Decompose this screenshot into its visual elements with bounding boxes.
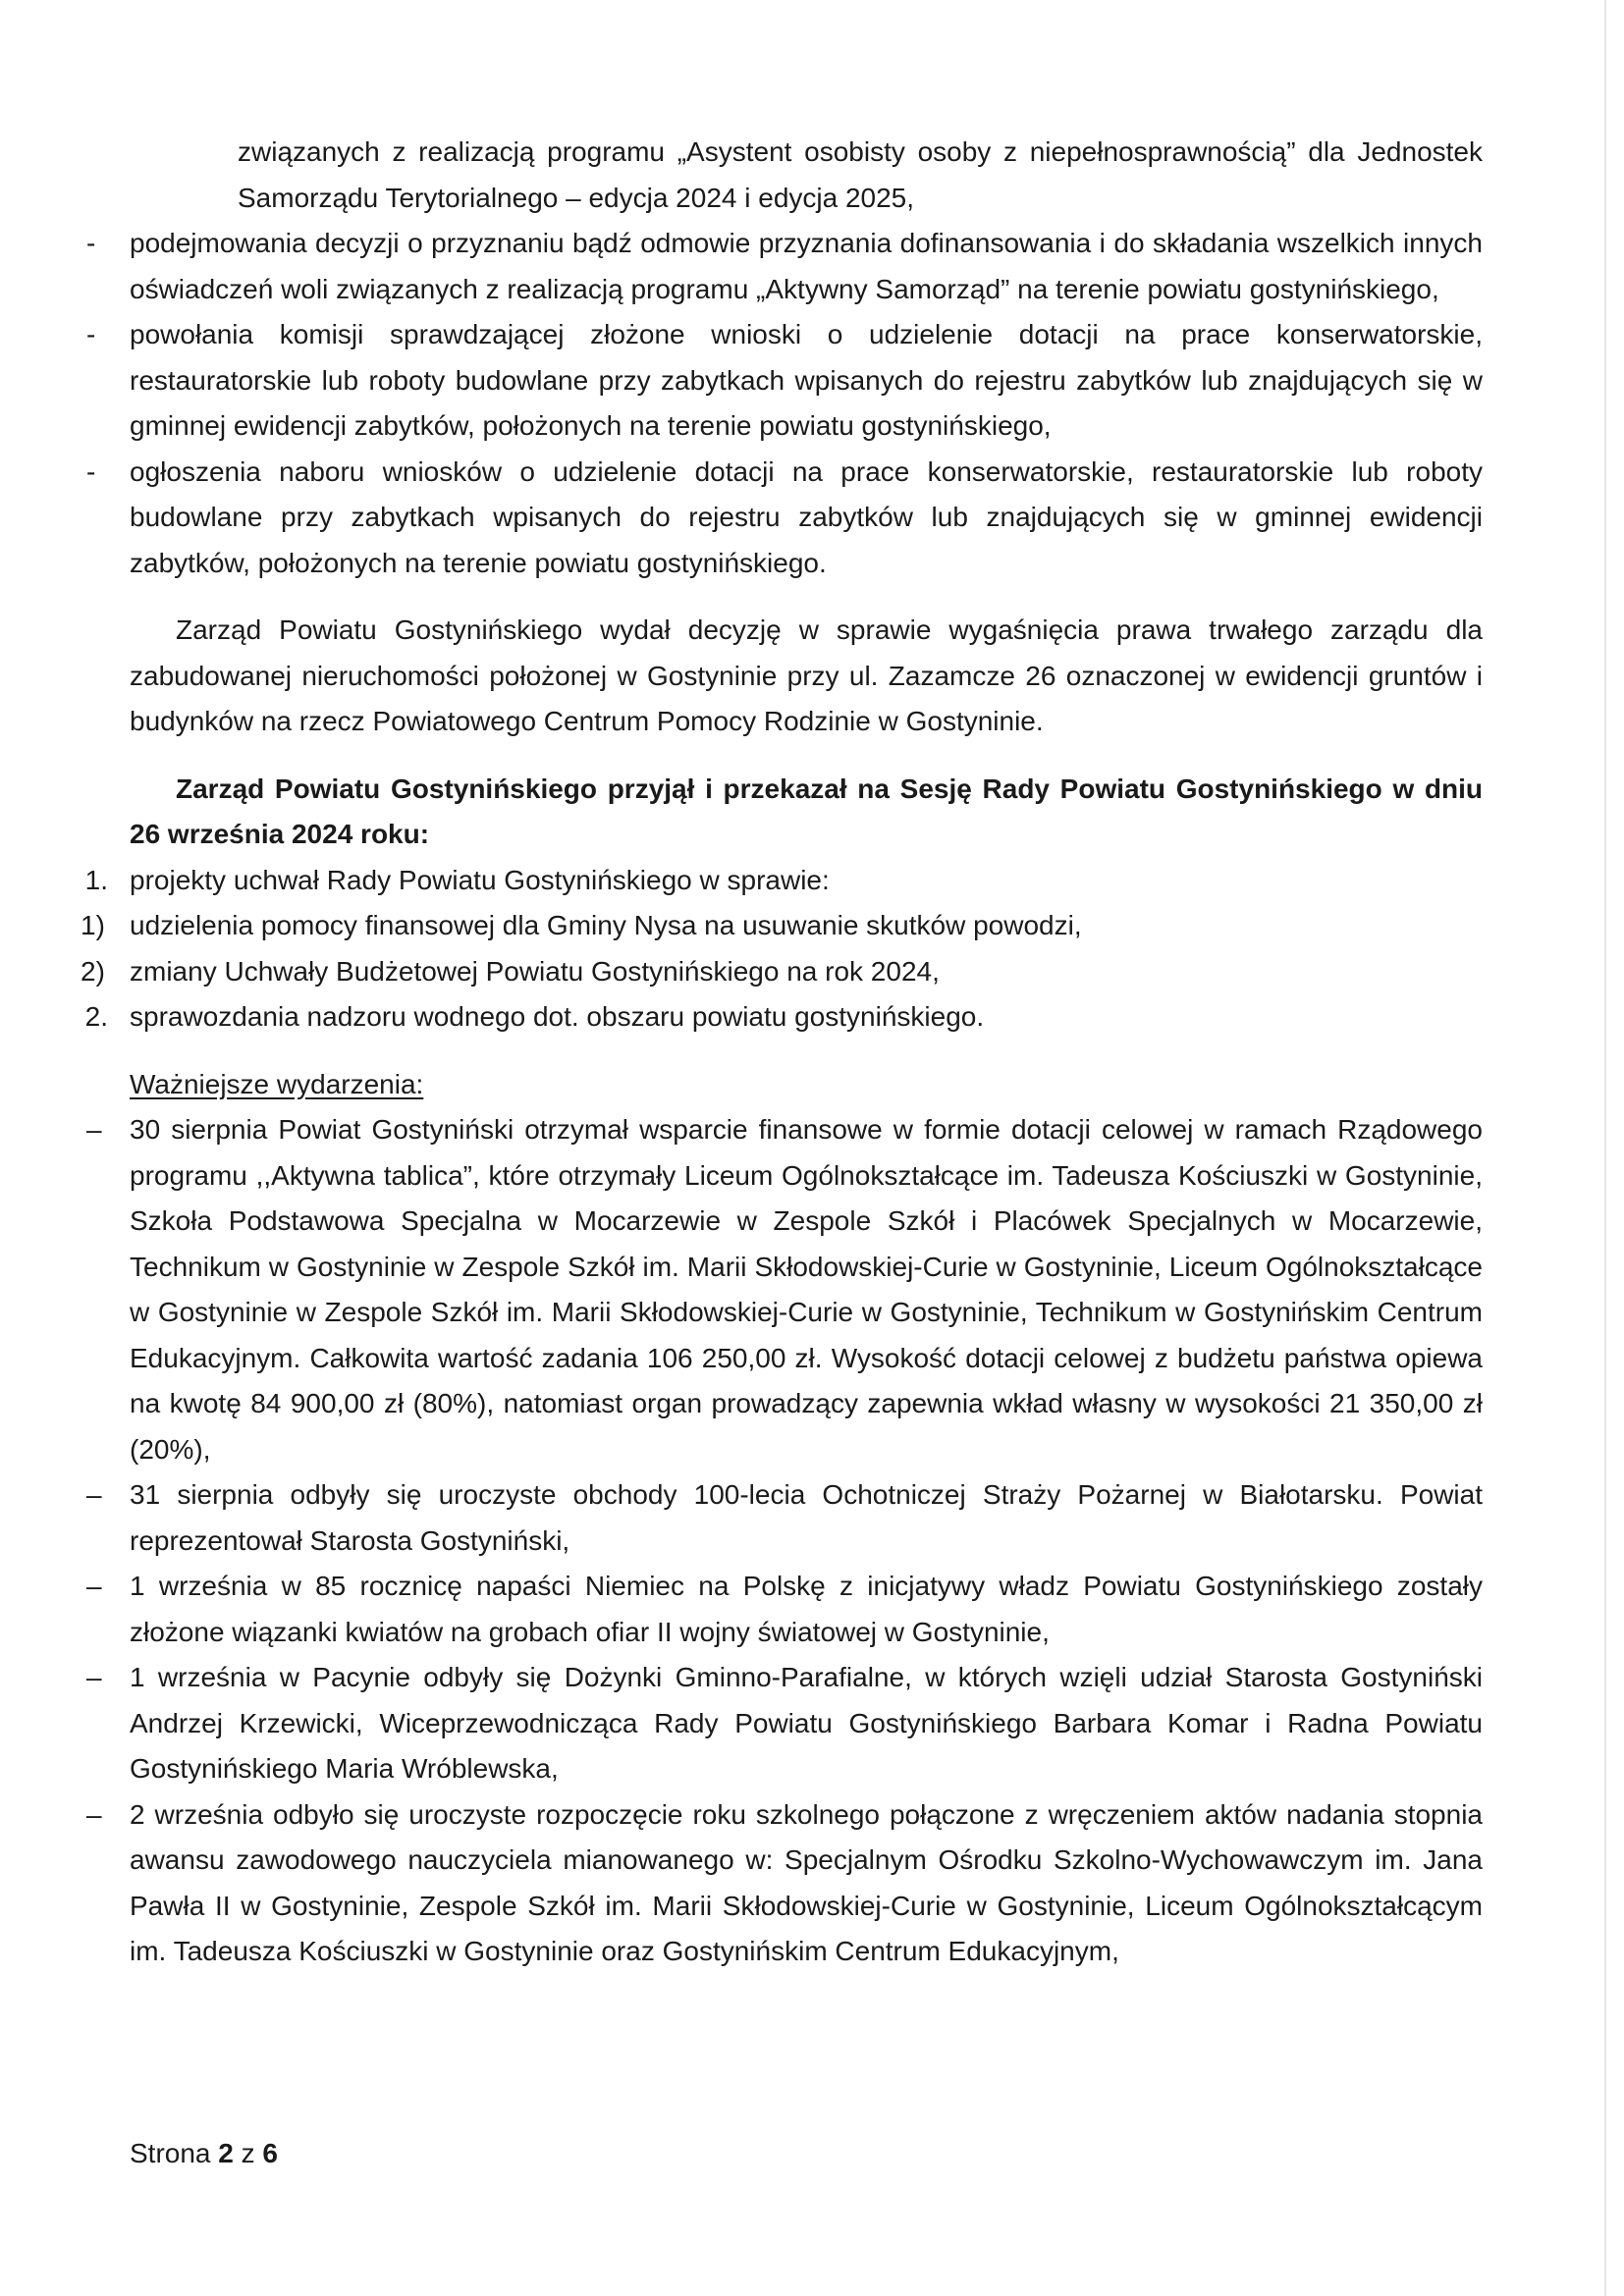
document-body <box>81 130 1483 1975</box>
event-item: – 1 września w 85 rocznicę napaści Niemiec na Polskę z inicjatywy władz Powiatu Gostynińskiego zostały złożone wiązanki kwiatów na grobach ofiar II wojny światowej w Gostyninie, <box>130 1564 1483 1655</box>
sub-numbered-item: 1) udzielenia pomocy finansowej dla Gminy Nysa na usuwanie skutków powodzi, <box>81 910 1082 940</box>
numbered-item: 2. sprawozdania nadzoru wodnego dot. obszaru powiatu gostynińskiego. <box>84 1001 985 1032</box>
paragraph-session: Zarząd Powiatu Gostynińskiego przyjął i przekazał na Sesję Rady Powiatu Gostynińskiego w dniu 26 września 2024 roku: <box>130 773 1483 849</box>
event-item: – 31 sierpnia odbyły się uroczyste obchody 100-lecia Ochotniczej Straży Pożarnej w Białotarsku. Powiat reprezentował Starosta Gostyniński, <box>130 1472 1483 1564</box>
sub-numbered-list <box>81 903 1483 994</box>
numbered-list <box>84 858 1483 904</box>
numbered-list-continued <box>84 994 1483 1041</box>
dash-bullet: – <box>86 1479 102 1510</box>
page-current: 2 <box>218 2138 234 2168</box>
event-item: – 1 września w Pacynie odbyły się Dożynki Gminno-Parafialne, w których wzięli udział Starosta Gostyniński Andrzej Krzewicki, Wiceprzewodnicząca Rady Powiatu Gostynińskiego Barbara Komar i Radna Powiatu Gostynińskiego Maria Wróblewska, <box>130 1655 1483 1792</box>
dash-bullet: – <box>86 1571 102 1601</box>
page-sep: z <box>241 2138 255 2168</box>
event-item: – 2 września odbyło się uroczyste rozpoczęcie roku szkolnego połączone z wręczeniem aktów nadania stopnia awansu zawodowego nauczyciela mianowanego w: Specjalnym Ośrodku Szkolno-Wychowawczym im. Jana Pawła II w Gostyninie, Zespole Szkół im. Marii Skłodowskiej-Curie w Gostyninie, Liceum Ogólnokształcącym im. Tadeusza Kościuszki w Gostyninie oraz Gostynińskim Centrum Edukacyjnym, <box>130 1792 1483 1975</box>
events-list <box>86 1107 1483 1975</box>
events-heading: Ważniejsze wydarzenia: <box>130 1068 424 1099</box>
page-edge <box>1604 0 1606 2296</box>
top-continuation <box>130 130 1483 221</box>
dash-bullet: – <box>86 1798 102 1830</box>
page-total: 6 <box>262 2138 278 2168</box>
mid-dash-list <box>86 312 1483 586</box>
list-item: - podejmowania decyzji o przyznaniu bądź odmowie przyznania dofinansowania i do składania wszelkich innych oświadczeń woli związanych z realizacją programu „Aktywny Samorząd” na terenie powiatu gostynińskiego, <box>130 221 1483 312</box>
list-item: - powołania komisji sprawdzającej złożone wnioski o udzielenie dotacji na prace konserwatorskie, restauratorskie lub roboty budowlane przy zabytkach wpisanych do rejestru zabytków lub znajdujących się w gminnej ewidencji zabytków, położonych na terenie powiatu gostynińskiego, <box>130 312 1483 450</box>
continuation-text: związanych z realizacją programu „Asystent osobisty osoby z niepełnosprawnością” dla Jednostek Samorządu Terytorialnego – edycja 2024 i edycja 2025, <box>238 136 1483 213</box>
top-dash-list <box>86 221 1483 312</box>
page-label: Strona <box>130 2138 211 2168</box>
dash-bullet: - <box>86 455 96 487</box>
page-number-footer <box>130 2134 278 2173</box>
event-item: – 30 sierpnia Powiat Gostyniński otrzymał wsparcie finansowe w formie dotacji celowej w ramach Rządowego programu ,,Aktywna tablica”, które otrzymały Liceum Ogólnokształcące im. Tadeusza Kościuszki w Gostyninie, Szkoła Podstawowa Specjalna w Mocarzewie w Zespole Szkół i Placówek Specjalnych w Mocarzewie, Technikum w Gostyninie w Zespole Szkół im. Marii Skłodowskiej-Curie w Gostyninie, Liceum Ogólnokształcące w Gostyninie w Zespole Szkół im. Marii Skłodowskiej-Curie w Gostyninie, Technikum w Gostynińskim Centrum Edukacyjnym. Całkowita wartość zadania 106 250,00 zł. Wysokość dotacji celowej z budżetu państwa opiewa na kwotę 84 900,00 zł (80%), natomiast organ prowadzący zapewnia wkład własny w wysokości 21 350,00 zł (20%), <box>130 1107 1483 1472</box>
sub-numbered-item: 2) zmiany Uchwały Budżetowej Powiatu Gostynińskiego na rok 2024, <box>81 955 940 987</box>
paragraph-decision: Zarząd Powiatu Gostynińskiego wydał decyzję w sprawie wygaśnięcia prawa trwałego zarządu dla zabudowanej nieruchomości położonej w Gostyninie przy ul. Zazamcze 26 oznaczonej w ewidencji gruntów i budynków na rzecz Powiatowego Centrum Pomocy Rodzinie w Gostyninie. <box>130 614 1483 736</box>
dash-bullet: – <box>86 1114 102 1145</box>
dash-bullet: – <box>86 1662 102 1692</box>
dash-bullet: - <box>86 228 96 258</box>
numbered-item: 1. projekty uchwał Rady Powiatu Gostynińskiego w sprawie: <box>84 864 830 895</box>
list-item: - ogłoszenia naboru wniosków o udzielenie dotacji na prace konserwatorskie, restauratorskie lub roboty budowlane przy zabytkach wpisanych do rejestru zabytków lub znajdujących się w gminnej ewidencji zabytków, położonych na terenie powiatu gostynińskiego. <box>130 450 1483 587</box>
dash-bullet: - <box>86 319 96 349</box>
